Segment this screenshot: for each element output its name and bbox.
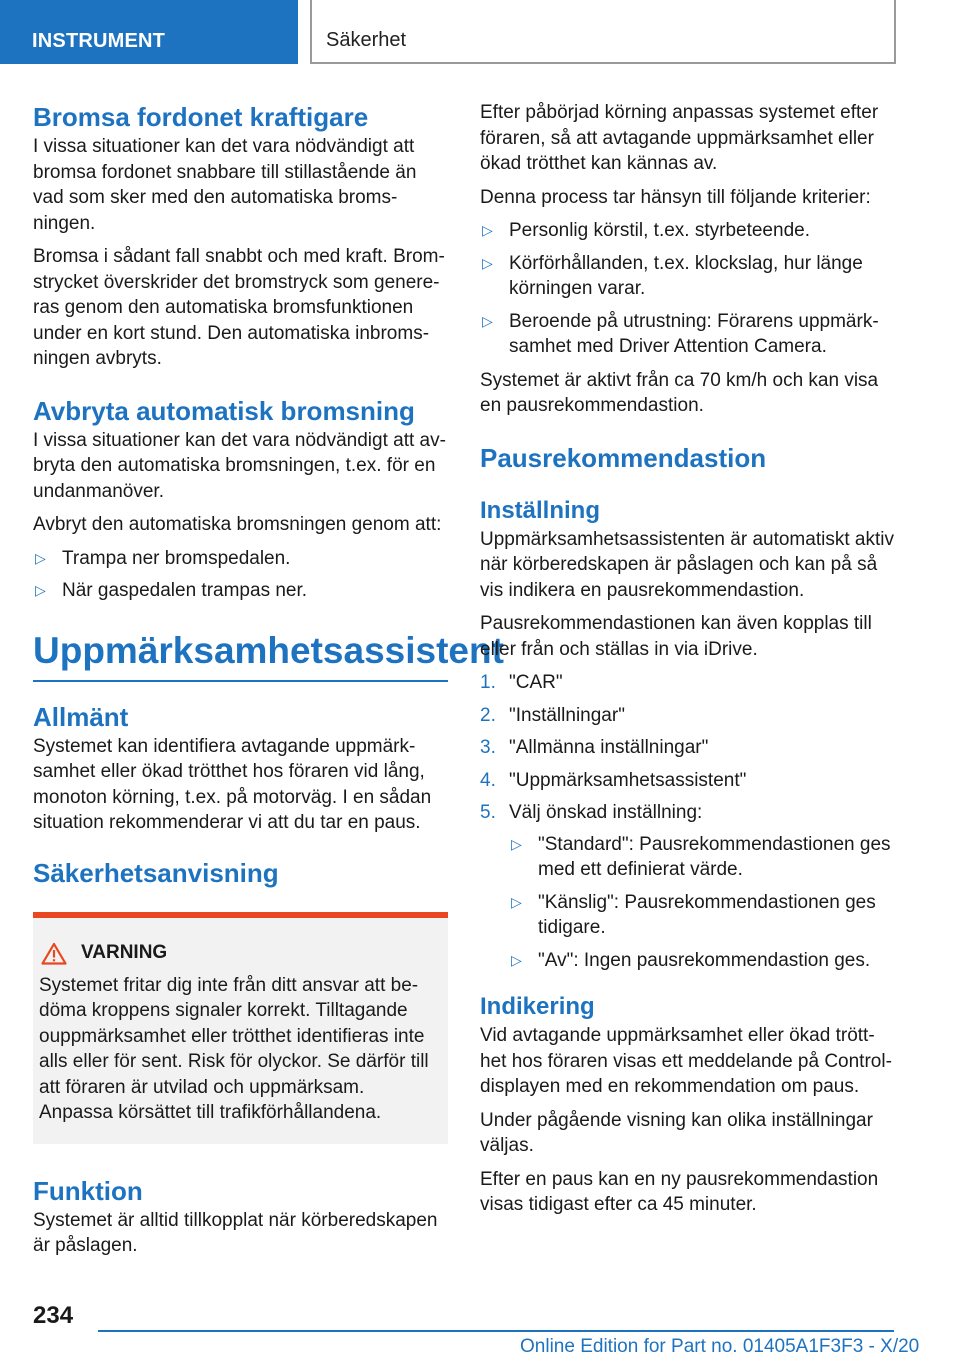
triangle-bullet-icon: ▷: [511, 835, 522, 852]
step-item: 2. "Inställningar": [480, 704, 625, 726]
list-item: ▷ När gaspedalen trampas ner.: [33, 578, 448, 604]
list-item: ▷ Körförhållanden, t.ex. klockslag, hur länge körningen varar.: [482, 252, 863, 299]
list-item: ▷ Trampa ner bromspedalen.: [33, 546, 448, 572]
list-item: ▷ "Känslig": Pausrekommendastionen ges tidigare.: [511, 891, 876, 938]
step-item: 1. "CAR": [480, 672, 563, 693]
left-column: [33, 100, 504, 1267]
attention-assistant-heading: Uppmärksamhetsassistent: [33, 628, 448, 682]
abort-paragraph-2: Avbryt den automatiska bromsningen genom att:: [33, 514, 442, 535]
section-title: Säkerhet: [310, 0, 896, 64]
abort-list: [33, 546, 448, 604]
footer-divider: [98, 1330, 894, 1332]
warning-text: Systemet fritar dig inte från ditt ansvar att be-döma kroppens signaler korrekt. Tilltagande ouppmärksamhet eller trötthet identifieras inte alls eller för sent. Risk för olyckor. Se därför till att föraren är utvilad och uppmärksam. Anpassa körsättet till trafikförhållandena.: [39, 974, 429, 1123]
abort-braking-heading: Avbryta automatisk bromsning: [33, 395, 415, 426]
chapter-tab[interactable]: INSTRUMENT: [0, 0, 298, 64]
list-item: ▷ "Av": Ingen pausrekommendastion ges.: [509, 948, 898, 974]
general-paragraph: Systemet kan identifiera avtagande uppmärk-samhet eller ökad trötthet hos föraren vid lång, monoton körning, t.ex. på motorväg. I en sådan situation rekommenderar vi att du tar en paus.: [33, 735, 432, 833]
triangle-bullet-icon: ▷: [35, 582, 46, 598]
settings-steps: [480, 670, 898, 973]
warning-header: [39, 942, 440, 965]
indication-paragraph-2: Under pågående visning kan olika inställningar väljas.: [480, 1109, 873, 1156]
pause-recommendation-heading: Pausrekommendastion: [480, 442, 767, 473]
adapt-paragraph: Efter påbörjad körning anpassas systemet efter föraren, så att avtagande uppmärksamhet eller ökad trötthet kan kännas av.: [480, 102, 879, 174]
indication-paragraph-3: Efter en paus kan en ny pausrekommendastion visas tidigast efter ca 45 minuter.: [480, 1168, 879, 1215]
triangle-bullet-icon: ▷: [482, 222, 493, 238]
options-list: [509, 832, 898, 974]
settings-paragraph-2: Pausrekommendastionen kan även kopplas till eller från och ställas in via iDrive.: [480, 613, 872, 660]
triangle-bullet-icon: ▷: [511, 951, 522, 968]
brake-harder-heading: Bromsa fordonet kraftigare: [33, 102, 369, 132]
warning-box: [33, 912, 448, 1144]
list-item: ▷ Personlig körstil, t.ex. styrbeteende.: [480, 218, 898, 244]
page-number: 234: [33, 1302, 74, 1329]
abort-paragraph-1: I vissa situationer kan det vara nödvändigt att av-bryta den automatiska bromsningen, t.ex. för en undanmanöver.: [33, 429, 446, 502]
list-item: ▷ "Standard": Pausrekommendastionen ges med ett definierat värde.: [511, 833, 891, 880]
triangle-bullet-icon: ▷: [35, 549, 46, 566]
indication-paragraph-1: Vid avtagande uppmärksamhet eller ökad trött-het hos föraren visas ett meddelande på Control-displayen med en rekommendation om paus.: [480, 1025, 892, 1097]
indication-heading: Indikering: [480, 993, 595, 1020]
list-item: ▷ Beroende på utrustning: Förarens uppmärk-samhet med Driver Attention Camera.: [482, 310, 879, 357]
triangle-bullet-icon: ▷: [511, 893, 522, 910]
safety-heading: Säkerhetsanvisning: [33, 857, 279, 888]
settings-heading: Inställning: [480, 496, 600, 524]
function-paragraph: Systemet är alltid tillkopplat när körberedskapen är påslagen.: [33, 1209, 438, 1256]
triangle-bullet-icon: ▷: [482, 254, 493, 271]
edition-footer[interactable]: Online Edition for Part no. 01405A1F3F3 - X/20: [520, 1336, 920, 1357]
criteria-intro: Denna process tar hänsyn till följande kriterier:: [480, 186, 871, 208]
brake-paragraph-2: Bromsa i sådant fall snabbt och med kraft. Brom-strycket överskrider det bromstryck som genere-ras genom den automatiska bromsfunktionen under en kort stund. Den automatiska inbroms-ningen avbryts.: [33, 246, 445, 369]
criteria-list: [480, 218, 898, 360]
step-item: 5. Välj önskad inställning: ▷ "Standard": Pausrekommendastionen ges med ett definierat värde. ▷ "Känslig": Pausrekommendastionen ges tidigare. ▷ "Av": Ingen pausrekommendastion ges.: [480, 800, 898, 973]
active-speed-paragraph: Systemet är aktivt från ca 70 km/h och kan visa en pausrekommendastion.: [480, 369, 879, 416]
general-heading: Allmänt: [33, 701, 129, 732]
warning-label: VARNING: [81, 942, 168, 963]
step-item: 4. "Uppmärksamhetsassistent": [480, 769, 747, 791]
settings-paragraph-1: Uppmärksamhetsassistenten är automatiskt aktiv när körberedskapen är påslagen och kan på så vis indikera en pausrekommendastion.: [480, 528, 894, 601]
step-item: 3. "Allmänna inställningar": [480, 737, 709, 758]
right-column: [480, 100, 898, 1226]
function-heading: Funktion: [33, 1175, 143, 1206]
brake-paragraph-1: I vissa situationer kan det vara nödvändigt att bromsa fordonet snabbare till stillastående än vad som sker med den automatiska broms-ningen.: [33, 136, 417, 234]
warning-triangle-icon: [41, 942, 67, 965]
triangle-bullet-icon: ▷: [482, 312, 493, 329]
